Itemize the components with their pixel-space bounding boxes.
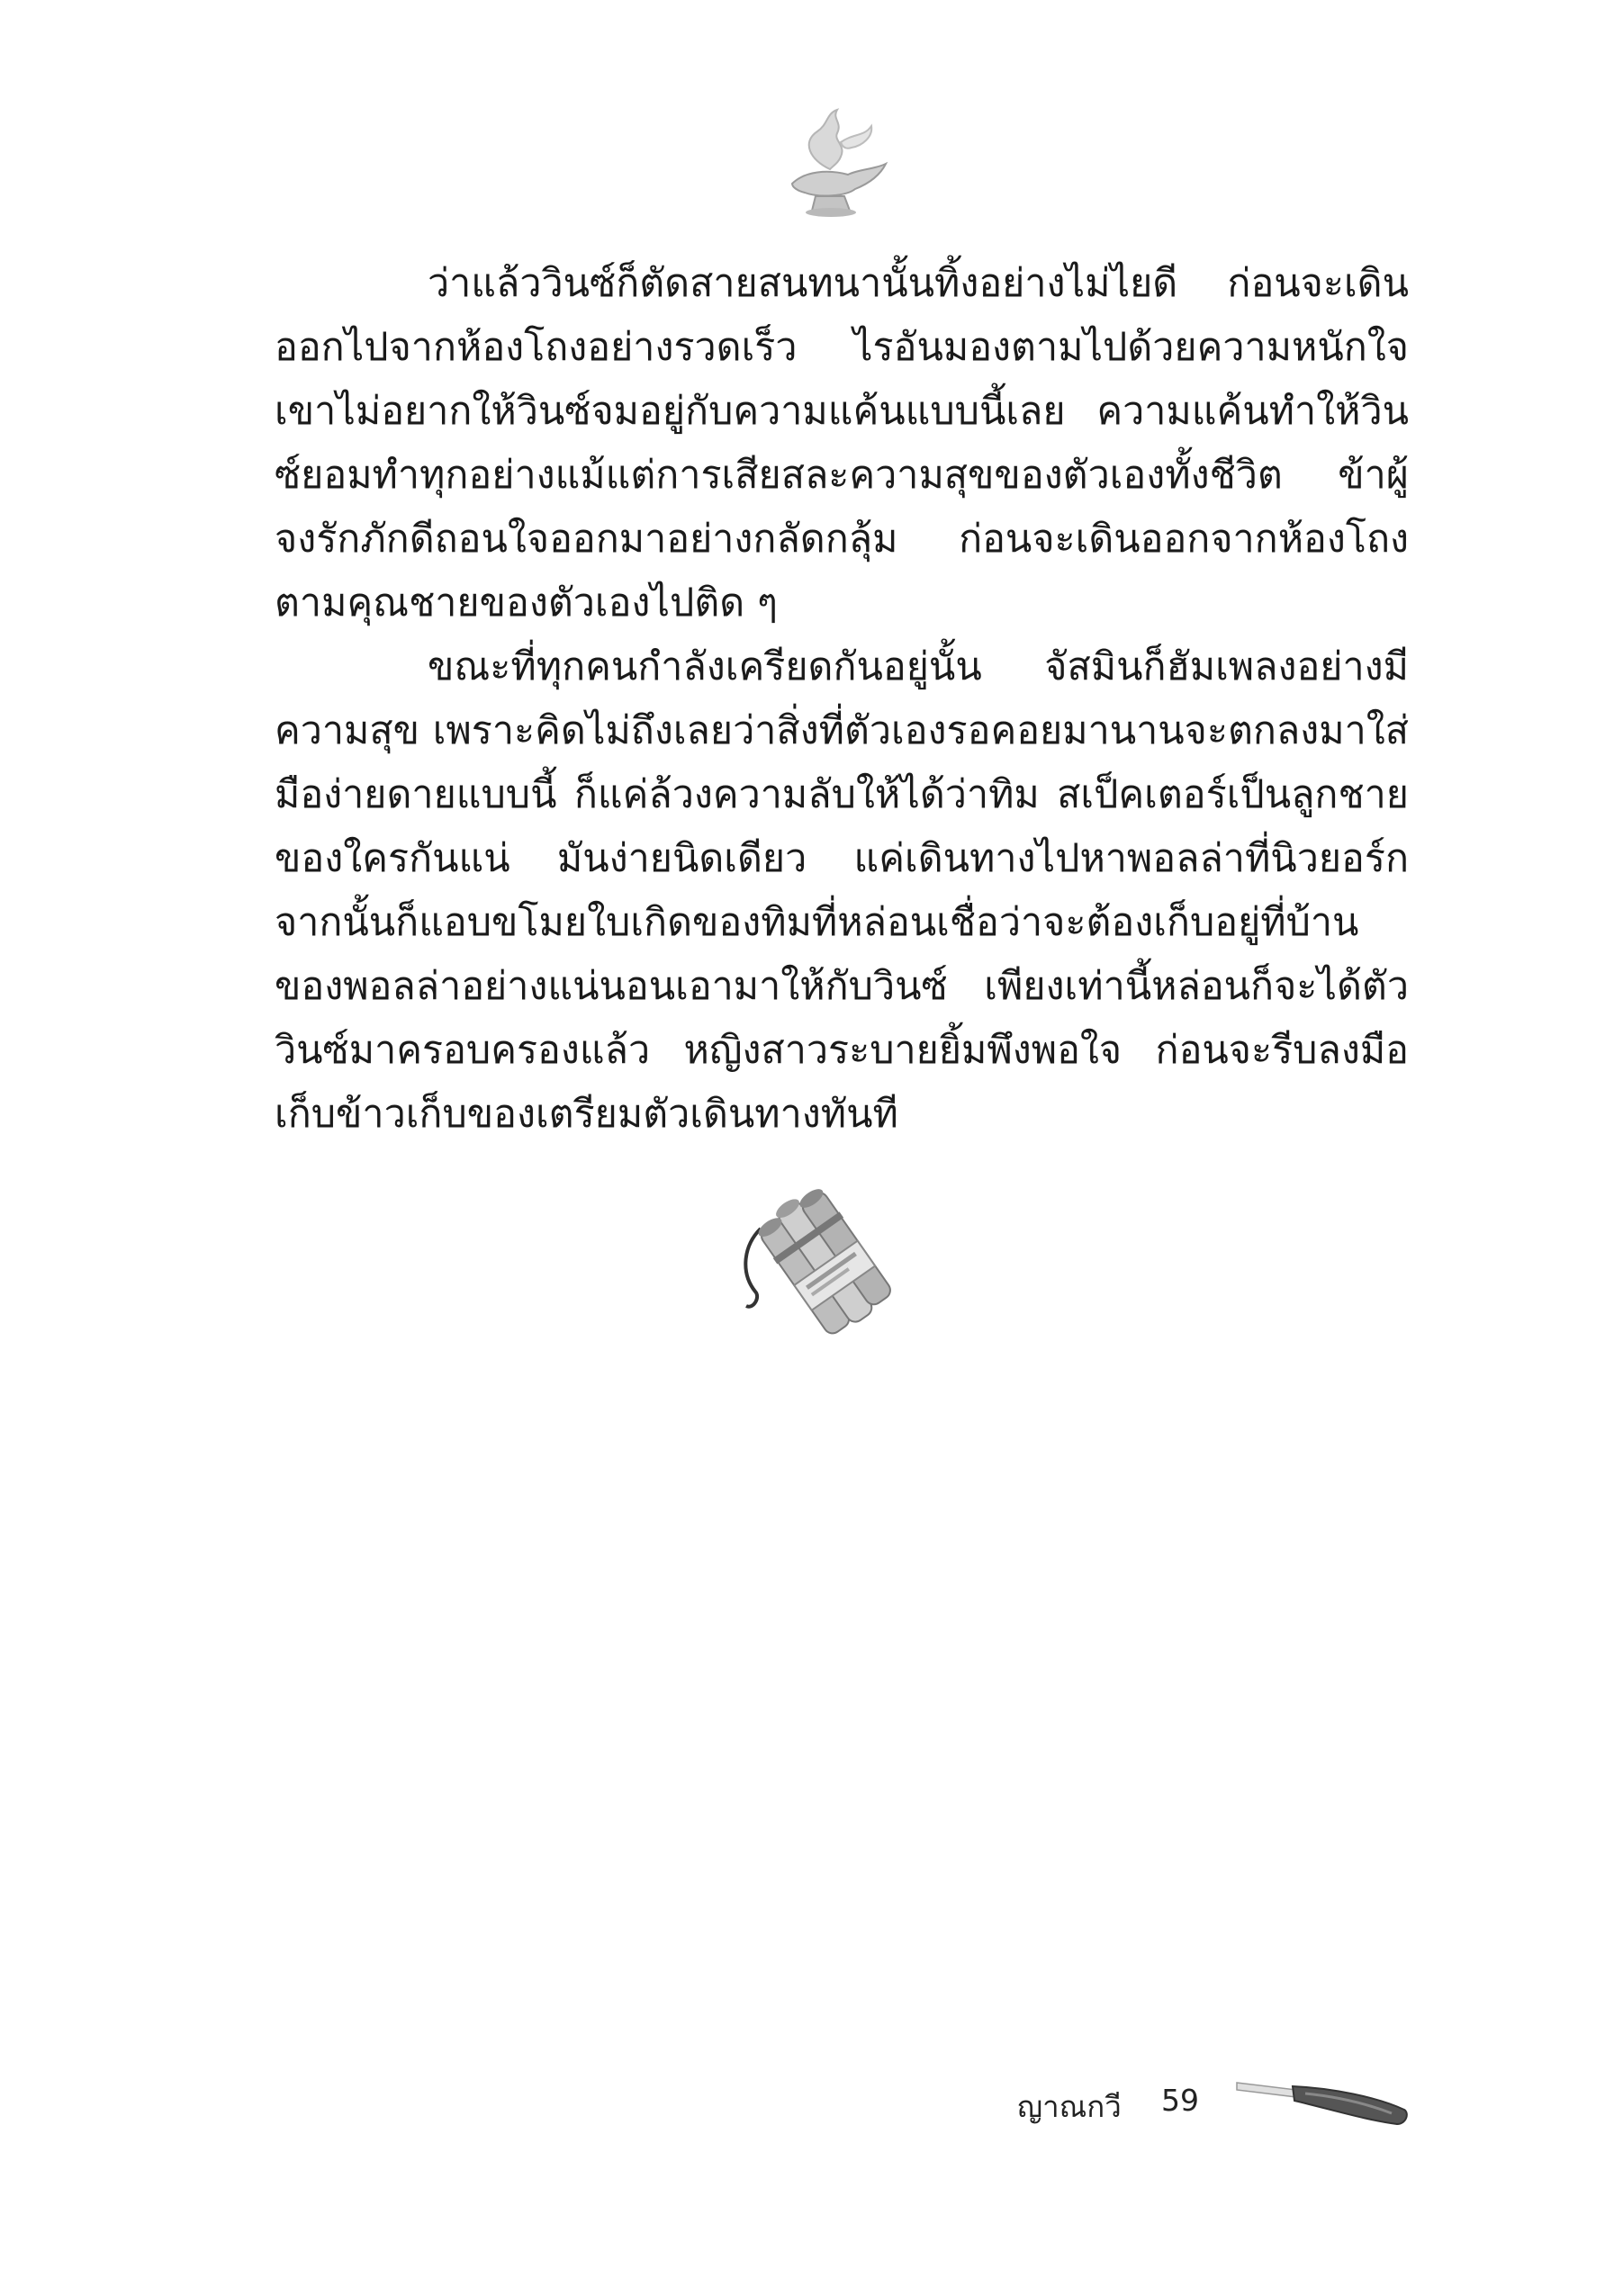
page-number: 59 (1161, 2083, 1199, 2118)
paragraph: ขณะที่ทุกคนกำลังเครียดกันอยู่นั้น จัสมินก็ฮัมเพลงอย่างมีความสุข เพราะคิดไม่ถึงเลยว่าสิ่งที่ตัวเองรอคอยมานานจะตกลงมาใส่มือง่ายดายแบบนี้ ก็แค่ล้วงความลับให้ได้ว่าทิม สเป็คเตอร์เป็นลูกชายของใครกันแน่ มันง่ายนิดเดียว แค่เดินทางไปหาพอลล่าที่นิวยอร์ก จากนั้นก็แอบขโมยใบเกิดของทิมที่หล่อนเชื่อว่าจะต้องเก็บอยู่ที่บ้านของพอลล่าอย่างแน่นอนเอามาให้กับวินซ์ เพียงเท่านี้หล่อนก็จะได้ตัววินซ์มาครอบครองแล้ว หญิงสาวระบายยิ้มพึงพอใจ ก่อนจะรีบลงมือเก็บข้าวเก็บของเตรียมตัวเดินทางทันที (275, 644, 1409, 1137)
cutter-knife-icon (1233, 2070, 1413, 2133)
body-text (275, 252, 1409, 1147)
dynamite-icon (734, 1175, 914, 1350)
page-footer (0, 2070, 1605, 2142)
magic-lamp-icon (774, 106, 891, 219)
footer-author: ญาณกวี (1017, 2089, 1122, 2124)
paragraph: ว่าแล้ววินซ์ก็ตัดสายสนทนานั้นทิ้งอย่างไม่ไยดี ก่อนจะเดินออกไปจากห้องโถงอย่างรวดเร็ว ไรอันมองตามไปด้วยความหนักใจ เขาไม่อยากให้วินซ์จมอยู่กับความแค้นแบบนี้เลย ความแค้นทำให้วินซ์ยอมทำทุกอย่างแม้แต่การเสียสละความสุขของตัวเองทั้งชีวิต ข้าผู้จงรักภักดีถอนใจออกมาอย่างกลัดกลุ้ม ก่อนจะเดินออกจากห้องโถงตามคุณชายของตัวเองไปติด ๆ (275, 261, 1409, 626)
